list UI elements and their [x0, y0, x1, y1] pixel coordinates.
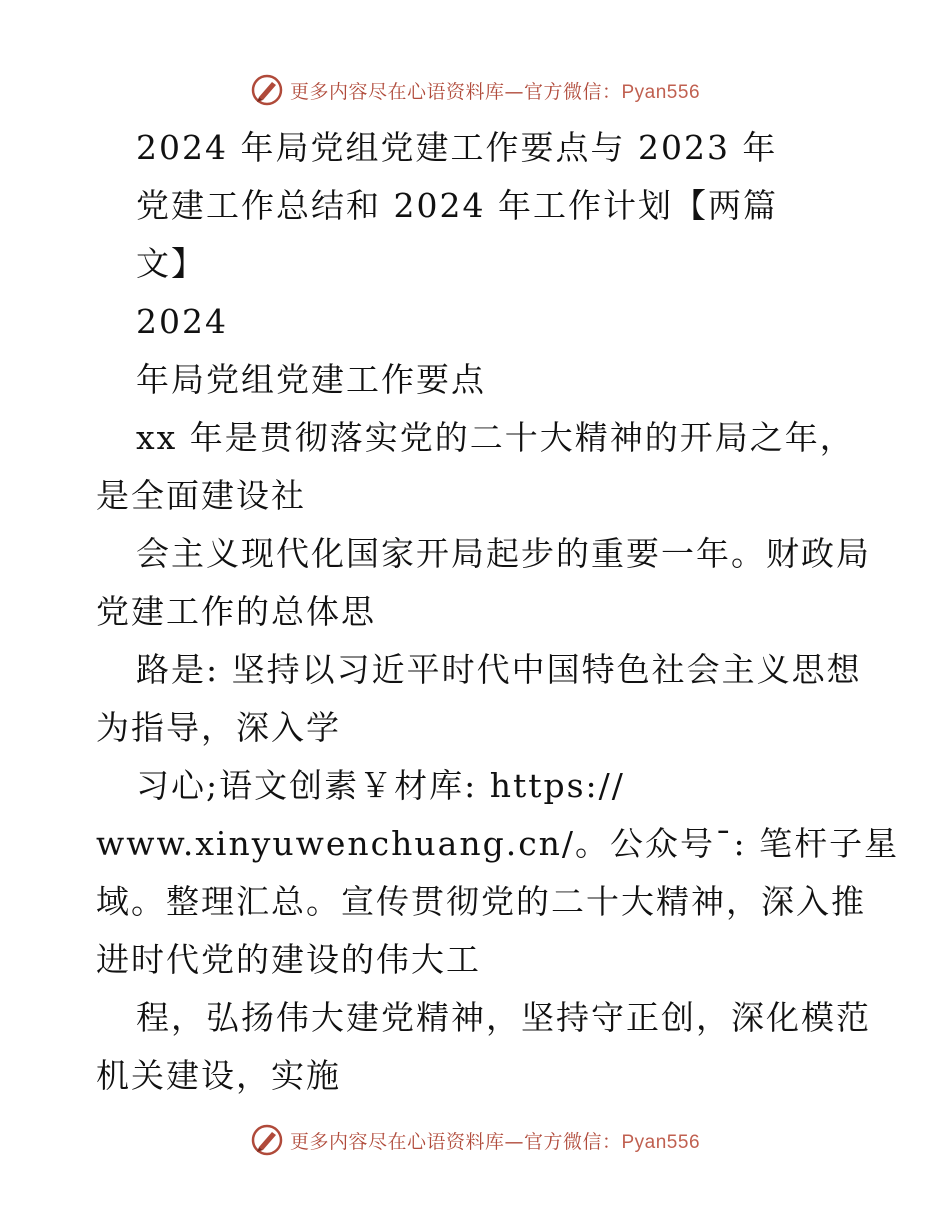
paragraph-line: 会主义现代化国家开局起步的重要一年。财政局 [136, 534, 871, 573]
banner-handle: Pyan556 [621, 81, 701, 103]
paragraph-line: xx 年是贯彻落实党的二十大精神的开局之年， [136, 418, 855, 457]
footer-banner [0, 1120, 950, 1160]
banner-label: 官方微信： [523, 1130, 622, 1153]
title-line-2: 党建工作总结和 2024 年工作计划【两篇 [136, 186, 778, 225]
banner-label: 官方微信： [523, 80, 622, 103]
banner-separator: — [504, 80, 524, 103]
banner-text [290, 1127, 700, 1154]
paragraph-line: 程，弘扬伟大建党精神，坚持守正创，深化模范 [136, 998, 871, 1037]
title-line-3: 文】 [136, 244, 206, 283]
banner-site-name: 更多内容尽在心语资料库 [289, 1130, 505, 1153]
banner-separator: — [504, 1130, 524, 1153]
subtitle-heading: 年局党组党建工作要点 [136, 360, 486, 399]
paragraph-line: 域。整理汇总。宣传贯彻党的二十大精神，深入推 [96, 882, 866, 921]
banner-site-name: 更多内容尽在心语资料库 [289, 80, 505, 103]
paragraph-line: 路是: 坚持以习近平时代中国特色社会主义思想 [136, 650, 862, 689]
paragraph-line: 习心;语文创素￥材库: https:// [136, 766, 625, 805]
paragraph-line: 进时代党的建设的伟大工 [96, 940, 481, 979]
pen-logo-icon [250, 73, 284, 107]
paragraph-line: 党建工作的总体思 [96, 592, 376, 631]
banner-text [290, 77, 700, 104]
header-banner [0, 70, 950, 110]
subtitle-year: 2024 [136, 302, 228, 341]
pen-logo-icon [250, 1123, 284, 1157]
paragraph-line: 机关建设，实施 [96, 1056, 341, 1095]
title-line-1: 2024 年局党组党建工作要点与 2023 年 [136, 128, 778, 167]
banner-handle: Pyan556 [621, 1131, 701, 1153]
paragraph-line: 是全面建设社 [96, 476, 306, 515]
paragraph-line: www.xinyuwenchuang.cn/。公众号¯: 笔杆子星 [96, 824, 900, 863]
paragraph-line: 为指导，深入学 [96, 708, 341, 747]
